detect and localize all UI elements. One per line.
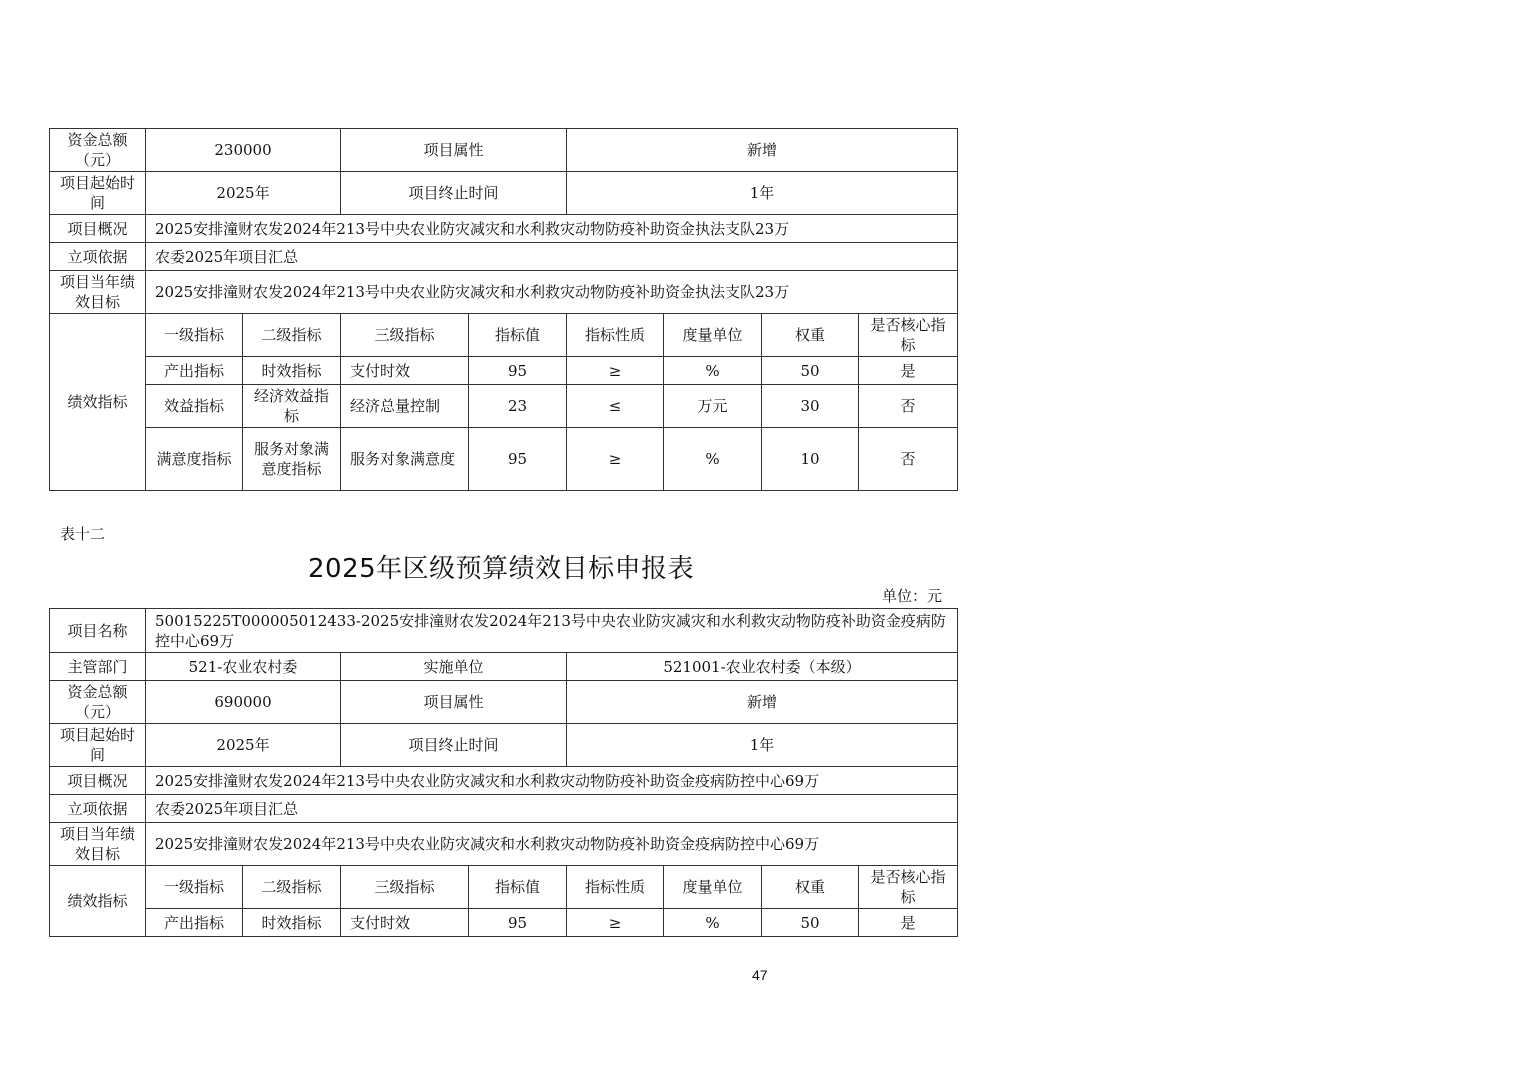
name-value: 50015225T000005012433-2025安排潼财农发2024年213号中央农业防灾减灾和水利救灾动物防疫补助资金疫病防控中心69万 (146, 609, 958, 653)
overview-label: 项目概况 (50, 767, 146, 795)
indicator-cell: ≤ (567, 385, 664, 428)
indicator-cell: 是 (859, 357, 958, 385)
attr-value: 新增 (567, 129, 958, 172)
indicator-row (50, 428, 958, 491)
attr-value: 新增 (567, 681, 958, 724)
indicator-cell: 支付时效 (341, 909, 469, 937)
indicator-cell: 时效指标 (243, 909, 341, 937)
goal-row (50, 823, 958, 866)
impl-value: 521001-农业农村委（本级） (567, 653, 958, 681)
indicator-cell: ≥ (567, 357, 664, 385)
indicator-cell: 经济总量控制 (341, 385, 469, 428)
fund-row (50, 681, 958, 724)
basis-row (50, 243, 958, 271)
indicator-cell: 是 (859, 909, 958, 937)
overview-label: 项目概况 (50, 215, 146, 243)
page-title: 2025年区级预算绩效目标申报表 (308, 554, 695, 584)
indicator-cell: 服务对象满意度 (341, 428, 469, 491)
page-number: 47 (752, 967, 768, 983)
start-value: 2025年 (146, 724, 341, 767)
goal-row (50, 271, 958, 314)
indicator-cell: 经济效益指标 (243, 385, 341, 428)
time-row (50, 172, 958, 215)
attr-label: 项目属性 (341, 681, 567, 724)
fund-label: 资金总额（元） (50, 129, 146, 172)
overview-value: 2025安排潼财农发2024年213号中央农业防灾减灾和水利救灾动物防疫补助资金疫病防控中心69万 (146, 767, 958, 795)
overview-value: 2025安排潼财农发2024年213号中央农业防灾减灾和水利救灾动物防疫补助资金执法支队23万 (146, 215, 958, 243)
indicator-header-row (50, 314, 958, 357)
impl-label: 实施单位 (341, 653, 567, 681)
header-cell: 三级指标 (341, 314, 469, 357)
fund-value: 230000 (146, 129, 341, 172)
attr-label: 项目属性 (341, 129, 567, 172)
indicator-cell: 产出指标 (146, 909, 243, 937)
overview-row (50, 215, 958, 243)
time-row (50, 724, 958, 767)
indicator-cell: 效益指标 (146, 385, 243, 428)
fund-row (50, 129, 958, 172)
indicator-cell: 50 (762, 909, 859, 937)
indicator-cell: % (664, 357, 762, 385)
header-cell: 是否核心指标 (859, 314, 958, 357)
header-cell: 三级指标 (341, 866, 469, 909)
overview-row (50, 767, 958, 795)
indicator-header-row (50, 866, 958, 909)
start-label: 项目起始时间 (50, 724, 146, 767)
goal-value: 2025安排潼财农发2024年213号中央农业防灾减灾和水利救灾动物防疫补助资金执法支队23万 (146, 271, 958, 314)
header-cell: 指标性质 (567, 314, 664, 357)
header-cell: 指标值 (469, 866, 567, 909)
performance-table-continued (49, 128, 958, 491)
start-value: 2025年 (146, 172, 341, 215)
header-cell: 二级指标 (243, 866, 341, 909)
header-cell: 度量单位 (664, 866, 762, 909)
indicator-cell: % (664, 428, 762, 491)
perf-label: 绩效指标 (50, 866, 146, 937)
dept-label: 主管部门 (50, 653, 146, 681)
header-cell: 指标值 (469, 314, 567, 357)
indicator-row (50, 909, 958, 937)
indicator-cell: 服务对象满意度指标 (243, 428, 341, 491)
indicator-row (50, 357, 958, 385)
indicator-row (50, 385, 958, 428)
header-cell: 指标性质 (567, 866, 664, 909)
header-cell: 二级指标 (243, 314, 341, 357)
indicator-cell: % (664, 909, 762, 937)
goal-value: 2025安排潼财农发2024年213号中央农业防灾减灾和水利救灾动物防疫补助资金疫病防控中心69万 (146, 823, 958, 866)
basis-label: 立项依据 (50, 795, 146, 823)
header-cell: 权重 (762, 314, 859, 357)
header-cell: 权重 (762, 866, 859, 909)
name-row (50, 609, 958, 653)
indicator-cell: 95 (469, 428, 567, 491)
perf-label: 绩效指标 (50, 314, 146, 491)
indicator-cell: 否 (859, 385, 958, 428)
end-value: 1年 (567, 724, 958, 767)
header-cell: 一级指标 (146, 866, 243, 909)
fund-value: 690000 (146, 681, 341, 724)
indicator-cell: 23 (469, 385, 567, 428)
indicator-cell: 95 (469, 909, 567, 937)
fund-label: 资金总额（元） (50, 681, 146, 724)
indicator-cell: 否 (859, 428, 958, 491)
end-value: 1年 (567, 172, 958, 215)
indicator-cell: 支付时效 (341, 357, 469, 385)
indicator-cell: 10 (762, 428, 859, 491)
indicator-cell: 95 (469, 357, 567, 385)
dept-row (50, 653, 958, 681)
basis-row (50, 795, 958, 823)
basis-value: 农委2025年项目汇总 (146, 795, 958, 823)
indicator-cell: ≥ (567, 909, 664, 937)
goal-label: 项目当年绩效目标 (50, 271, 146, 314)
basis-label: 立项依据 (50, 243, 146, 271)
dept-value: 521-农业农村委 (146, 653, 341, 681)
indicator-cell: ≥ (567, 428, 664, 491)
header-cell: 一级指标 (146, 314, 243, 357)
basis-value: 农委2025年项目汇总 (146, 243, 958, 271)
start-label: 项目起始时间 (50, 172, 146, 215)
section-tag: 表十二 (60, 525, 106, 543)
performance-table (49, 608, 958, 937)
indicator-cell: 30 (762, 385, 859, 428)
indicator-cell: 满意度指标 (146, 428, 243, 491)
indicator-cell: 万元 (664, 385, 762, 428)
header-cell: 度量单位 (664, 314, 762, 357)
end-label: 项目终止时间 (341, 172, 567, 215)
unit-label: 单位：元 (882, 587, 943, 605)
end-label: 项目终止时间 (341, 724, 567, 767)
name-label: 项目名称 (50, 609, 146, 653)
goal-label: 项目当年绩效目标 (50, 823, 146, 866)
header-cell: 是否核心指标 (859, 866, 958, 909)
indicator-cell: 产出指标 (146, 357, 243, 385)
indicator-cell: 时效指标 (243, 357, 341, 385)
indicator-cell: 50 (762, 357, 859, 385)
